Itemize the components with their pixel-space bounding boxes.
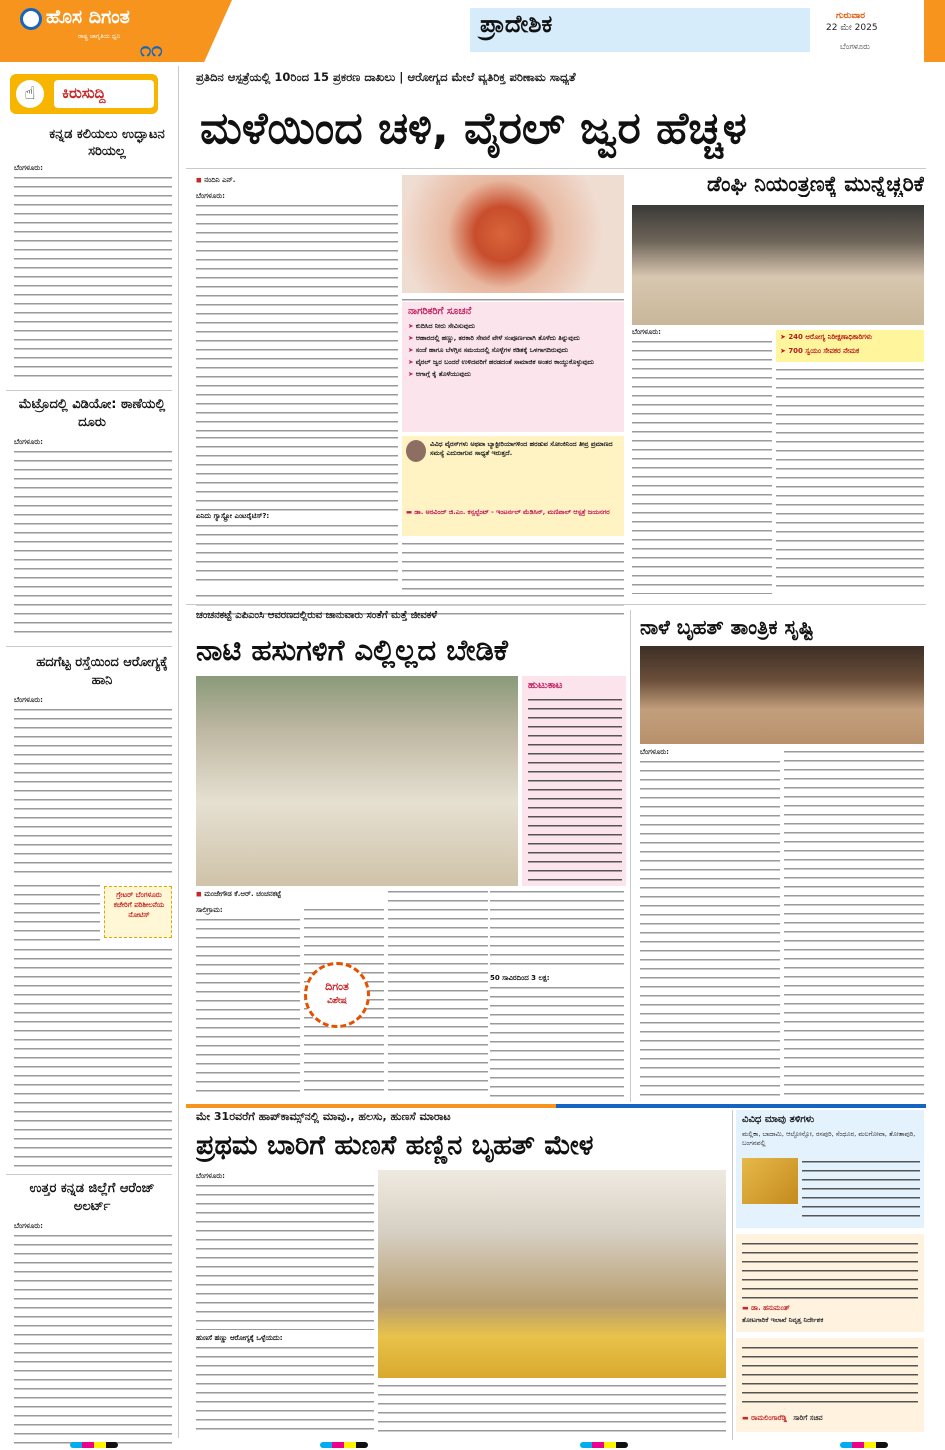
colorbar (186, 1104, 926, 1108)
lead-kicker: ಪ್ರತಿದಿನ ಆಸ್ಪತ್ರೆಯಲ್ಲಿ 10ರಿಂದ 15 ಪ್ರಕರಣ ದಾಖಲು | ಆರೋಗ್ಯದ ಮೇಲೆ ವ್ಯತಿರಿಕ್ತ ಪರಿಣಾಮ ಸಾಧ್ಯತೆ (196, 70, 576, 84)
sidebar-item-title: ಕನ್ನಡ ಕಲಿಯಲು ಉದ್ಘಾಟನ ಸರಿಯಲ್ಲ (49, 127, 165, 159)
place-tag: ಸಾಲಿಗ್ರಾಮ: (196, 906, 223, 914)
tip-text: ಕುದಿಸಿದ ನೀರು ಸೇವಿಸುವುದು (415, 322, 475, 330)
byline-marker: ◼ (196, 890, 205, 898)
sidebar (0, 64, 176, 1444)
registration-dot (840, 1442, 888, 1448)
mango-kicker: ಮೇ 31ರವರೆಗೆ ಹಾಪ್‌ಕಾಮ್ಸ್‌ನಲ್ಲಿ ಮಾವು., ಹಲಸು, ಹುಣಸೆ ಮಾರಾಟ (196, 1110, 451, 1123)
sidebar-item-body (14, 882, 100, 942)
dash-icon: ▬ (742, 1304, 752, 1312)
place-tag: ಬೆಂಗಳೂರು: (640, 748, 669, 756)
tip-text: ಆಗಾಗ್ಗೆ ಕೈ ತೊಳೆಯುವುದು (415, 370, 471, 378)
byline (196, 176, 235, 185)
divider (186, 168, 926, 169)
tip-text: ಸಂಜೆ ಹಾಗೂ ಬೆಳಗ್ಗಿನ ಸಮಯದಲ್ಲಿ ಸೊಳ್ಳೆಗಳ ಕಡಿತಕ್ಕೆ ಒಳಗಾಗದಿರುವುದು (415, 346, 569, 354)
digantha-seal (304, 962, 370, 1028)
divider (6, 646, 172, 647)
registration-dot (580, 1442, 628, 1448)
mango-body-col1 (196, 1182, 374, 1330)
sidebar-item-place: ಬೆಂಗಳೂರು: (14, 164, 43, 172)
hand-icon: ☝ (16, 80, 44, 108)
quote-author (742, 1414, 920, 1423)
lead-photo-stomach (402, 175, 624, 293)
cattle-body-col4 (490, 888, 624, 970)
dengue-body (632, 338, 772, 594)
stat-line (780, 333, 872, 342)
column-rule (630, 610, 631, 1102)
sidebar-item-body (14, 946, 172, 1168)
dash-icon: ▬ (742, 1414, 752, 1422)
notice-box-text: ಗ್ರೇಟರ್ ಬೆಂಗಳೂರು ಕಚೇರಿಗೆ ಪರಿಶೀಲನೆಯ ನೋಟಿಸ್ (113, 891, 165, 919)
sidebar-item-title: ಉತ್ತರ ಕನ್ನಡ ಜಿಲ್ಲೆಗೆ ಆರೆಂಜ್ ಅಲರ್ಟ್ (29, 1181, 155, 1214)
tech-photo (640, 646, 924, 744)
mango-crate-photo (742, 1158, 798, 1204)
logo-icon (20, 8, 42, 30)
varieties-title: ವಿವಿಧ ಮಾವು ತಳಿಗಳು (742, 1114, 815, 1125)
logo-tagline: ರಾಷ್ಟ್ರ ಜಾಗೃತಿಯ ಧ್ವನಿ (78, 33, 121, 40)
sidebar-item-body (14, 706, 172, 876)
doctor-photo (406, 440, 426, 462)
varieties-text: ಮಲ್ಲಿಕಾ, ಬಾದಾಮಿ, ಆಲ್ಫೋನ್ಸೋ, ರಸಪುರಿ, ಸೆಂಧೂರ, ಮಲಗೋವಾ, ತೋತಾಪುರಿ, ಬಂಗನಪಲ್ಲಿ (742, 1130, 916, 1147)
column-rule (732, 1110, 733, 1440)
cattle-byline (196, 890, 281, 899)
tech-body-col1 (640, 758, 780, 1098)
lead-subhead: ಏನಿದು ಗ್ಯಾಸ್ಟ್ರೋ ಎಂಟರೈಟಿಸ್?: (196, 512, 270, 520)
column-rule (178, 66, 179, 1438)
edge-stripe (924, 0, 945, 62)
tips-title: ನಾಗರಿಕರಿಗೆ ಸೂಚನೆ (408, 306, 472, 317)
cattle-sidebox-title: ಹುಟುಕಾಟ (528, 680, 563, 691)
sidebar-item-place: ಬೆಂಗಳೂರು: (14, 1222, 43, 1230)
registration-dot (70, 1442, 118, 1448)
check-icon: ➤ (408, 370, 416, 378)
check-icon: ➤ (408, 358, 416, 366)
quote-body (742, 1344, 918, 1410)
cattle-photo (196, 676, 518, 886)
dengue-photo (632, 205, 924, 325)
tip-item (408, 322, 620, 331)
quote-role: ಸಾರಿಗೆ ಸಚಿವ (793, 1414, 823, 1422)
tip-item (408, 358, 620, 367)
quote-author-name: ಡಾ. ಹನುಮಂತ್ (751, 1304, 790, 1312)
place-tag: ಬೆಂಗಳೂರು: (632, 328, 661, 336)
tip-item (408, 334, 620, 343)
cattle-body-col1 (196, 916, 300, 1098)
seal-text: ವಿಶೇಷ (327, 996, 347, 1006)
mango-headline: ಪ್ರಥಮ ಬಾರಿಗೆ ಹುಣಸೆ ಹಣ್ಣಿನ ಬೃಹತ್ ಮೇಳ (196, 1130, 594, 1161)
check-icon: ➤ (408, 322, 416, 330)
page-number: ೧೧ (140, 37, 163, 61)
place-tag: ಬೆಂಗಳೂರು: (196, 192, 225, 200)
sidebar-item-body (14, 174, 172, 384)
byline-text: ನಂದಿನಿ ಎನ್. (204, 176, 236, 184)
quote-role: ತೋಟಗಾರಿಕೆ ಇಲಾಖೆ ನಿವೃತ್ತ ನಿರ್ದೇಶಕ (742, 1316, 824, 1324)
stat-text: 700 ಸ್ವಯಂ ಸೇವಕರ ನೇಮಕ (788, 347, 860, 355)
masthead (0, 0, 945, 62)
tips-list (408, 322, 620, 379)
tip-text: ವೈರಲ್ ಜ್ವರ ಬಂದರೆ ಉಳಿದವರಿಗೆ ಹರಡದಂತೆ ಸಾಮಾಜಿಕ ಅಂತರ ಕಾಯ್ದುಕೊಳ್ಳುವುದು (415, 358, 594, 366)
stat-line (780, 347, 859, 356)
seal-text: ದಿಗಂತ (325, 980, 349, 993)
lead-body-col3 (196, 522, 398, 588)
mango-photo (378, 1170, 726, 1378)
registration-dot (320, 1442, 368, 1448)
divider (6, 390, 172, 391)
sidebar-item-title: ಹದಗೆಟ್ಟ ರಸ್ತೆಯಿಂದ ಆರೋಗ್ಯಕ್ಕೆ ಹಾನಿ (36, 655, 168, 688)
varieties-body (802, 1158, 920, 1224)
lead-body-col6 (402, 540, 624, 590)
stat-text: 240 ಆರೋಗ್ಯ ನಿರೀಕ್ಷಣಾಧಿಕಾರಿಗಳು (788, 333, 872, 341)
cattle-kicker: ಚಂಚನಕಟ್ಟೆ ಎಪಿಎಂಸಿ ಆವರಣದಲ್ಲಿರುವ ಜಾನುವಾರು ಸಂತೆಗೆ ಮತ್ತೆ ಜೀವಕಳೆ (196, 610, 438, 621)
cattle-headline: ನಾಟಿ ಹಸುಗಳಿಗೆ ಎಲ್ಲಿಲ್ಲದ ಬೇಡಿಕೆ (196, 633, 508, 667)
quote-author (406, 508, 620, 517)
cattle-sidebox-body (528, 696, 622, 882)
byline-marker: ◼ (196, 176, 205, 184)
tip-item (408, 346, 620, 355)
byline-text: ಮಂಜೇಗೌಡ ಕೆ.ಆರ್. ಚಂಚನಕಟ್ಟೆ (204, 890, 282, 898)
quote-text: ವಿವಿಧ ವೈರಸ್‌ಗಳು ಅಥವಾ ಬ್ಯಾಕ್ಟೀರಿಯಾಗಳಿಂದ ಹರಡುವ ಸೋಂಕಿನಿಂದ ತೀವ್ರ ಪ್ರಮಾಣದ ಸಮಸ್ಯೆ ಎದುರಾಗುವ ಸಾಧ್ಯತೆ ಇರುತ್ತದೆ. (430, 440, 613, 457)
section-title: ಪ್ರಾದೇಶಿಕ (480, 10, 553, 38)
divider (6, 1174, 172, 1175)
lead-body-col2 (196, 434, 398, 518)
quote-author-name: ರಾಮಲಿಂಗಾರೆಡ್ಡಿ (751, 1414, 787, 1422)
date: 22 ಮೇ 2025 (826, 23, 878, 33)
day: ಗುರುವಾರ (836, 11, 866, 21)
lead-body-col1 (196, 202, 398, 432)
lead-headline: ಮಳೆಯಿಂದ ಚಳಿ, ವೈರಲ್ ಜ್ವರ ಹೆಚ್ಚಳ (200, 103, 747, 154)
sidebar-item-place: ಬೆಂಗಳೂರು: (14, 696, 43, 704)
dengue-headline: ಡೆಂಘಿ ನಿಯಂತ್ರಣಕ್ಕೆ ಮುನ್ನೆಚ್ಚರಿಕೆ (706, 172, 924, 196)
logo-text: ಹೊಸ ದಿಗಂತ (46, 6, 130, 28)
check-icon: ➤ (408, 346, 416, 354)
cattle-subhead: 50 ಸಾವಿರದಿಂದ 3 ಲಕ್ಷ: (490, 974, 550, 982)
tech-body-col2 (784, 748, 924, 1098)
quote-author (742, 1304, 920, 1313)
divider (186, 604, 926, 605)
arrow-icon: ➤ (780, 347, 789, 355)
sidebar-header-label: ಕಿರುಸುದ್ದಿ (62, 84, 106, 102)
cattle-body-col5 (490, 984, 624, 1098)
tip-item (408, 370, 620, 379)
quote-author-text: ಡಾ. ಅರವಿಂದ್ ಜಿ.ಎಂ. ಕನ್ಸಲ್ಟೆಂಟ್ - ಇಂಟರ್ನಲ್ ಮೆಡಿಸಿನ್, ಮಣಿಪಾಲ್ ಆಸ್ಪತ್ರೆ ಜಯನಗರ (414, 508, 610, 516)
mango-subhead: ಹುಣಸೆ ಹಣ್ಣು ಆರೋಗ್ಯಕ್ಕೆ ಒಳ್ಳೆಯದು: (196, 1334, 283, 1342)
arrow-icon: ➤ (780, 333, 789, 341)
place-tag: ಬೆಂಗಳೂರು: (196, 1172, 225, 1180)
tip-text: ಆಹಾರದಲ್ಲಿ ಹಣ್ಣು, ತರಕಾರಿ ಸೇವನೆ ವೇಳೆ ಸಂಪೂರ್ಣವಾಗಿ ತೊಳೆದು ತಿನ್ನುವುದು (415, 334, 580, 342)
mango-body-col3 (378, 1382, 726, 1436)
tech-headline: ನಾಳೆ ಬೃಹತ್ ತಾಂತ್ರಿಕ ಸೃಷ್ಟಿ (640, 615, 814, 639)
dash-icon: ▬ (406, 508, 415, 516)
sidebar-item-body (14, 1232, 172, 1450)
check-icon: ➤ (408, 334, 416, 342)
cattle-body-col3 (388, 888, 488, 1098)
dengue-body (776, 366, 924, 594)
city: ಬೆಂಗಳೂರು (840, 42, 870, 51)
mango-body-col2 (196, 1344, 374, 1436)
sidebar-item-body (14, 448, 172, 638)
registration-marks (0, 1440, 945, 1450)
quote-body (742, 1240, 918, 1300)
sidebar-item-title: ಮೆಟ್ರೊದಲ್ಲಿ ವಿಡಿಯೋ: ಠಾಣೆಯಲ್ಲಿ ದೂರು (18, 397, 166, 430)
sidebar-item-place: ಬೆಂಗಳೂರು: (14, 438, 43, 446)
